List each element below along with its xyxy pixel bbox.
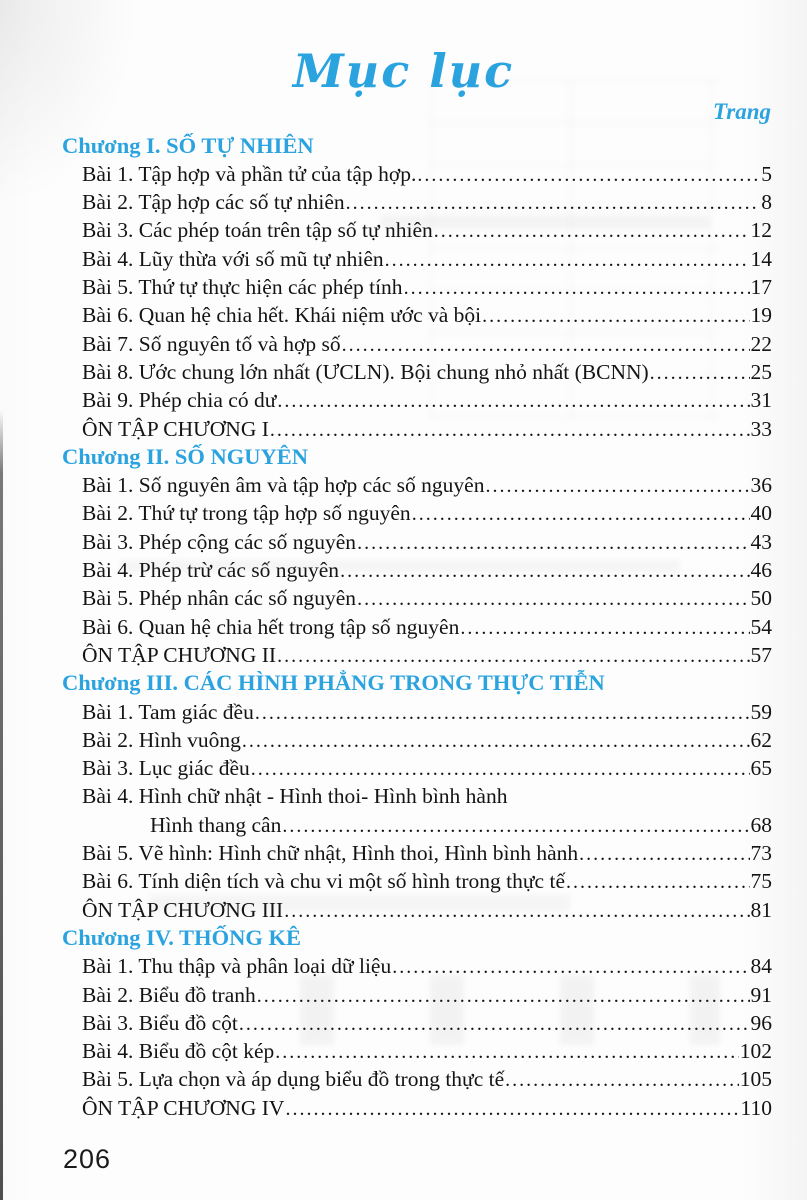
toc-entry-page-number: 57 [750,642,772,667]
toc-entry-page-number: 73 [750,841,772,866]
dot-leader [255,699,750,727]
toc-entry [62,471,772,499]
toc-entry-label: Bài 7. Số nguyên tố và hợp số [82,331,341,356]
toc-entry-page-number: 43 [750,529,772,554]
folio-page-number: 206 [63,1144,112,1174]
toc-entry-label: Bài 5. Phép nhân các số nguyên [82,586,357,611]
dot-leader [460,614,749,642]
toc-entry-label: ÔN TẬP CHƯƠNG III [82,897,284,922]
toc-entry-label: Bài 2. Biểu đồ tranh [82,982,256,1007]
toc-entry-page-number: 84 [750,954,772,979]
toc-entry-label: Hình thang cân [150,812,282,837]
dot-leader [242,727,750,755]
dot-leader [270,416,750,444]
toc-entry-page-number: 62 [750,727,772,752]
toc-entry [62,1065,772,1093]
toc-entry-label: Bài 8. Ước chung lớn nhất (ƯCLN). Bội chung nhỏ nhất (BCNN) [82,359,649,384]
toc-entry-page-number: 81 [750,897,772,922]
toc-entry-page-number: 65 [750,756,772,781]
toc-entry [62,839,772,867]
toc-entry-page-number: 8 [761,190,772,215]
dot-leader [357,585,749,613]
toc-entry-label: ÔN TẬP CHƯƠNG II [82,642,277,667]
toc-entry [62,782,772,810]
toc-entry [62,330,772,358]
toc-entry-label: Bài 6. Quan hệ chia hết trong tập số nguyên [82,614,460,639]
dot-leader [566,868,750,896]
toc-entry [62,216,772,244]
toc-entry [62,867,772,895]
toc-entry-label: Bài 1. Số nguyên âm và tập hợp các số nguyên [82,473,485,498]
chapter-heading: Chương IV. THỐNG KÊ [62,924,301,950]
toc-entry-page-number: 59 [750,699,772,724]
toc-entry [62,896,772,924]
dot-leader [285,1095,739,1123]
toc-entry-label: Bài 4. Hình chữ nhật - Hình thoi- Hình bình hành [82,784,508,809]
toc-entry-label: Bài 4. Lũy thừa với số mũ tự nhiên [82,246,384,271]
dot-leader [340,557,749,585]
page-title: Mục lục [292,44,515,98]
toc-entry-page-number: 12 [750,218,772,243]
toc-entry-page-number: 46 [750,558,772,583]
toc-entry-label: Bài 1. Thu thập và phân loại dữ liệu [82,954,392,979]
dot-leader [404,274,750,302]
dot-leader [277,642,749,670]
dot-leader [505,1066,739,1094]
toc-entry-page-number: 22 [750,331,772,356]
toc-entry-page-number: 50 [750,586,772,611]
toc-entry [62,726,772,754]
toc-entry [62,952,772,980]
chapter-heading: Chương I. SỐ TỰ NHIÊN [62,132,314,158]
dot-leader [650,359,750,387]
toc-entry [62,754,772,782]
toc-entry [62,981,772,1009]
page-column-header: Trang [713,98,771,124]
dot-leader [282,812,749,840]
toc-entry [62,273,772,301]
toc-entry-label: Bài 5. Thứ tự thực hiện các phép tính [82,275,403,300]
toc-entry-label: Bài 1. Tập hợp và phần tử của tập hợp. [82,161,417,186]
toc-entry [62,584,772,612]
toc-entry-page-number: 5 [761,161,772,186]
dot-leader [239,1010,750,1038]
dot-leader [385,246,750,274]
toc-entry-page-number: 33 [750,416,772,441]
toc-entry-page-number: 110 [740,1095,772,1120]
toc-entry [62,160,772,188]
toc-entry [62,499,772,527]
dot-leader [412,500,750,528]
toc-entry [62,811,772,839]
toc-entry-label: Bài 3. Phép cộng các số nguyên [82,529,357,554]
toc-entry [62,1009,772,1037]
toc-entry [62,613,772,641]
dot-leader [277,387,749,415]
dot-leader [434,217,750,245]
toc-entry [62,528,772,556]
toc-entry-label: Bài 1. Tam giác đều [82,699,254,724]
toc-entry [62,415,772,443]
toc-entry [62,386,772,414]
toc-entry-page-number: 14 [750,246,772,271]
toc-entry-label: Bài 2. Hình vuông [82,727,241,752]
toc-entry-label: Bài 3. Lục giác đều [82,756,250,781]
dot-leader [482,302,749,330]
toc-entry-page-number: 75 [750,869,772,894]
toc-entry-label: ÔN TẬP CHƯƠNG IV [82,1095,285,1120]
dot-leader [346,189,761,217]
chapter-heading: Chương II. SỐ NGUYÊN [62,443,309,469]
toc-entry-label: Bài 5. Lựa chọn và áp dụng biểu đồ trong thực tế [82,1067,505,1092]
dot-leader [485,472,749,500]
book-spine-shadow [0,410,3,1200]
dot-leader [257,982,750,1010]
toc-entry [62,188,772,216]
dot-leader [251,755,750,783]
dot-leader [275,1038,738,1066]
toc-entry-page-number: 68 [750,812,772,837]
toc-entry-label: Bài 2. Thứ tự trong tập hợp số nguyên [82,501,411,526]
dot-leader [579,840,749,868]
toc-entry [62,556,772,584]
toc-entry-page-number: 105 [739,1067,772,1092]
table-of-contents [62,132,772,1122]
toc-entry [62,1037,772,1065]
toc-entry-page-number: 17 [750,275,772,300]
dot-leader [357,529,749,557]
toc-entry-label: Bài 3. Các phép toán trên tập số tự nhiên [82,218,433,243]
dot-leader [284,897,749,925]
toc-entry-label: Bài 9. Phép chia có dư [82,388,277,413]
toc-entry [62,698,772,726]
toc-entry [62,1094,772,1122]
toc-entry-page-number: 19 [750,303,772,328]
toc-entry [62,358,772,386]
toc-entry-page-number: 40 [750,501,772,526]
toc-entry-label: Bài 3. Biểu đồ cột [82,1010,238,1035]
dot-leader [392,953,749,981]
chapter-heading: Chương III. CÁC HÌNH PHẲNG TRONG THỰC TIỄN [62,670,605,696]
toc-entry-page-number: 102 [739,1039,772,1064]
toc-entry [62,641,772,669]
toc-entry [62,245,772,273]
toc-entry-page-number: 31 [750,388,772,413]
toc-entry-label: Bài 5. Vẽ hình: Hình chữ nhật, Hình thoi, Hình bình hành [82,841,579,866]
dot-leader [342,331,750,359]
toc-entry [62,301,772,329]
toc-entry-page-number: 54 [750,614,772,639]
toc-entry-page-number: 36 [750,473,772,498]
toc-entry-page-number: 96 [750,1010,772,1035]
toc-entry-label: Bài 6. Tính diện tích và chu vi một số hình trong thực tế [82,869,565,894]
toc-entry-page-number: 91 [750,982,772,1007]
toc-entry-label: ÔN TẬP CHƯƠNG I [82,416,269,441]
toc-entry-label: Bài 6. Quan hệ chia hết. Khái niệm ước và bội [82,303,482,328]
toc-entry-label: Bài 2. Tập hợp các số tự nhiên [82,190,345,215]
toc-entry-page-number: 25 [750,359,772,384]
toc-entry-label: Bài 4. Phép trừ các số nguyên [82,558,340,583]
dot-leader [417,161,760,189]
toc-entry-label: Bài 4. Biểu đồ cột kép [82,1039,275,1064]
